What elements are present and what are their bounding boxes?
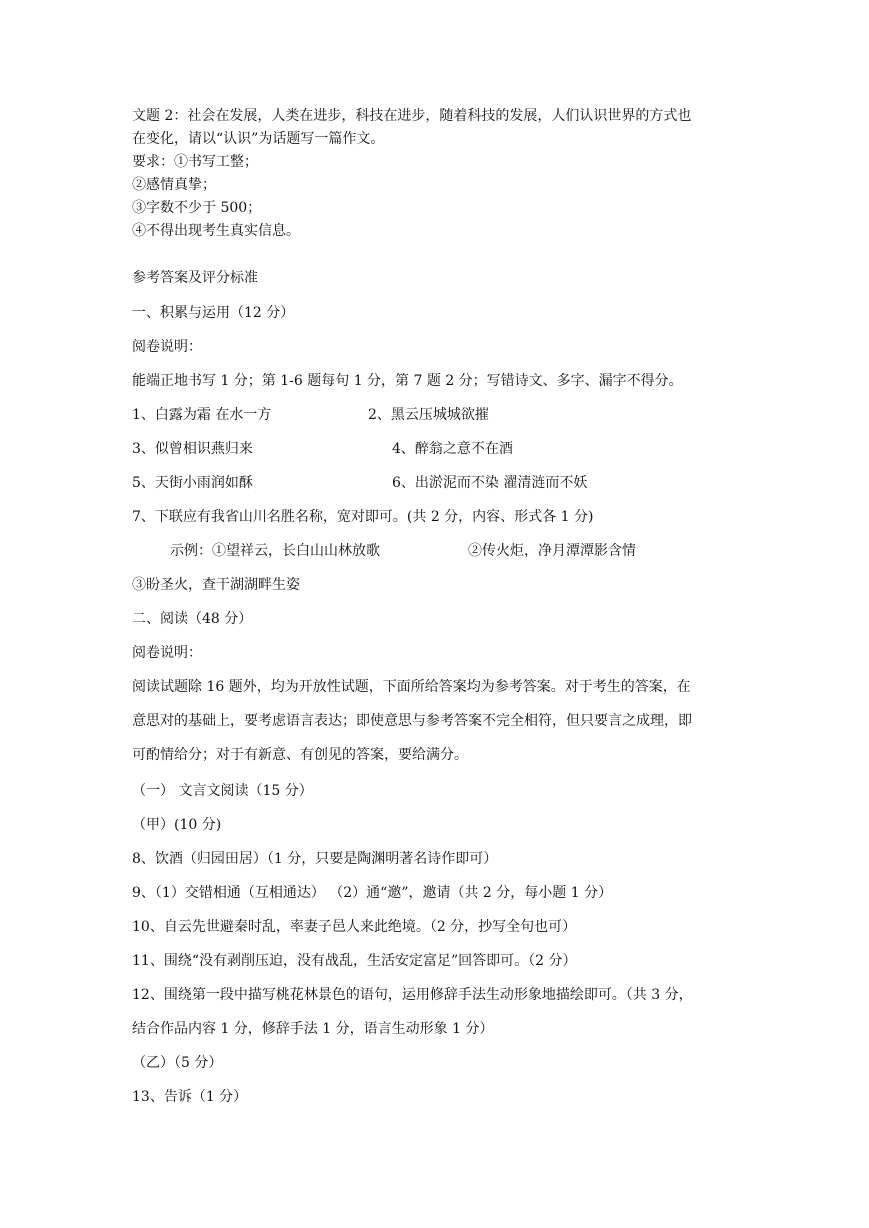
- section-2-note-line-3: 可酌情给分；对于有新意、有创见的答案，要给满分。: [132, 747, 468, 763]
- essay-requirement-3: ③字数不少于 500；: [132, 200, 262, 216]
- answer-7-example-3: ③盼圣火，查干湖湖畔生姿: [132, 577, 300, 593]
- essay-requirement-4: ④不得出现考生真实信息。: [132, 223, 300, 239]
- answer-12-line-2: 结合作品内容 1 分，修辞手法 1 分，语言生动形象 1 分）: [132, 1021, 494, 1037]
- answer-5: 5、天街小雨润如酥: [132, 475, 253, 491]
- section-2-note-line-1: 阅读试题除 16 题外，均为开放性试题，下面所给答案均为参考答案。对于考生的答案，在: [132, 679, 691, 695]
- answer-2: 2、黑云压城城欲摧: [368, 407, 489, 423]
- answer-10: 10、自云先世避秦时乱，率妻子邑人来此绝境。（2 分，抄写全句也可）: [132, 919, 577, 935]
- answer-12-line-1: 12、围绕第一段中描写桃花林景色的语句，运用修辞手法生动形象地描绘即可。（共 3 分，: [132, 987, 693, 1003]
- section-1-note: 能端正地书写 1 分；第 1-6 题每句 1 分，第 7 题 2 分；写错诗文、多字、漏字不得分。: [132, 373, 683, 389]
- answer-13: 13、告诉（1 分）: [132, 1089, 248, 1105]
- answer-6: 6、出淤泥而不染 濯清涟而不妖: [392, 475, 588, 491]
- section-2-note-line-2: 意思对的基础上，要考虑语言表达；即使意思与参考答案不完全相符，但只要言之成理，即: [132, 713, 692, 729]
- section-2-note-label: 阅卷说明：: [132, 645, 202, 661]
- answer-7-example-1: 示例：①望祥云，长白山山林放歌: [170, 543, 380, 559]
- answer-7-example-2: ②传火炬，净月潭潭影含情: [468, 543, 636, 559]
- answers-title: 参考答案及评分标准: [132, 270, 258, 286]
- answer-8: 8、饮酒（归园田居）（1 分，只要是陶渊明著名诗作即可）: [132, 851, 498, 867]
- answer-7: 7、下联应有我省山川名胜名称，宽对即可。(共 2 分，内容、形式各 1 分): [132, 509, 594, 525]
- answer-row-1-2: [132, 406, 489, 424]
- section-1-heading: 一、积累与运用（12 分）: [132, 305, 295, 321]
- subsection-classical-reading: （一） 文言文阅读（15 分）: [132, 783, 313, 799]
- subsection-a: （甲）(10 分): [132, 817, 222, 833]
- answer-row-5-6: [132, 474, 588, 492]
- answer-11: 11、围绕“没有剥削压迫，没有战乱，生活安定富足”回答即可。（2 分）: [132, 953, 577, 969]
- answer-9: 9、（1）交错相通（互相通达） （2）通“邀”，邀请（共 2 分，每小题 1 分）: [132, 885, 613, 901]
- answer-4: 4、醉翁之意不在酒: [392, 441, 513, 457]
- section-2-heading: 二、阅读（48 分）: [132, 611, 253, 627]
- answer-row-3-4: [132, 440, 513, 458]
- essay-prompt-line-1: 文题 2：社会在发展，人类在进步，科技在进步，随着科技的发展，人们认识世界的方式也: [132, 108, 692, 124]
- answer-3: 3、似曾相识燕归来: [132, 441, 253, 457]
- subsection-b: （乙）（5 分）: [132, 1055, 223, 1071]
- answer-1: 1、白露为霜 在水一方: [132, 407, 272, 423]
- answer-7-example-row: [170, 542, 636, 560]
- essay-prompt-line-2: 在变化，请以“认识”为话题写一篇作文。: [132, 131, 385, 147]
- essay-requirement-1: 要求：①书写工整；: [132, 154, 258, 170]
- essay-requirement-2: ②感情真挚；: [132, 177, 216, 193]
- section-1-note-label: 阅卷说明：: [132, 339, 202, 355]
